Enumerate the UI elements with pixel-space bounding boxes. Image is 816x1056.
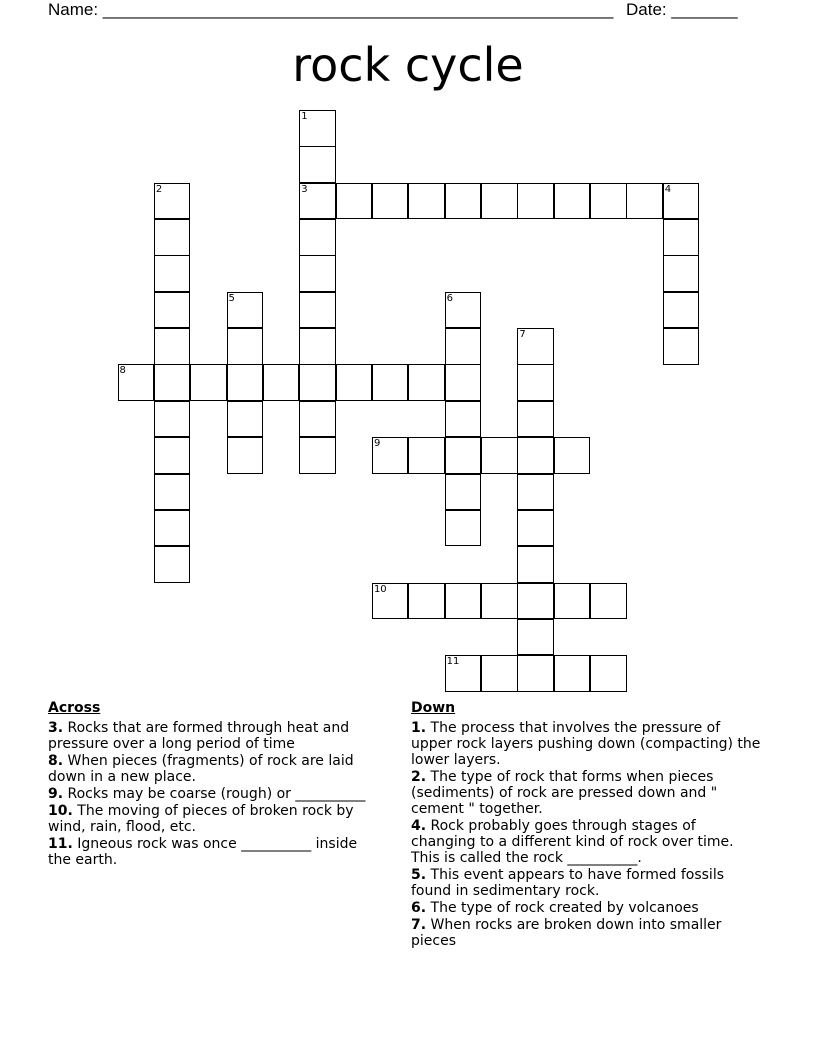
clue-number-label: 3 xyxy=(301,183,308,195)
grid-cell[interactable] xyxy=(154,328,191,365)
grid-cell[interactable] xyxy=(590,655,627,692)
grid-cell[interactable] xyxy=(154,401,191,438)
grid-cell[interactable] xyxy=(445,183,482,220)
clue-number: 2. xyxy=(411,769,427,785)
grid-cell[interactable] xyxy=(154,474,191,511)
clue-number: 5. xyxy=(411,867,427,883)
clue-text: Rock probably goes through stages of changing to a different kind of rock over time. This is called the rock __________. xyxy=(411,818,734,866)
grid-cell[interactable] xyxy=(372,183,409,220)
across-clue xyxy=(48,836,383,868)
grid-cell[interactable] xyxy=(663,183,700,220)
clue-number: 4. xyxy=(411,818,427,834)
across-heading: Across xyxy=(48,700,101,716)
grid-cell[interactable] xyxy=(445,328,482,365)
grid-cell[interactable] xyxy=(445,401,482,438)
grid-cell[interactable] xyxy=(481,183,518,220)
clue-number-label: 5 xyxy=(228,292,235,304)
grid-cell[interactable] xyxy=(299,437,336,474)
across-clue xyxy=(48,803,383,835)
grid-cell[interactable] xyxy=(227,364,264,401)
clue-text: The type of rock that forms when pieces (sediments) of rock are pressed down and " cement " together. xyxy=(411,769,718,817)
grid-cell[interactable] xyxy=(626,183,663,220)
grid-cell[interactable] xyxy=(481,655,518,692)
clue-number-label: 11 xyxy=(446,656,460,668)
grid-cell[interactable] xyxy=(517,655,554,692)
grid-cell[interactable] xyxy=(517,474,554,511)
grid-cell[interactable] xyxy=(663,328,700,365)
grid-cell[interactable] xyxy=(299,219,336,256)
down-clue xyxy=(411,720,761,768)
clue-number-label: 2 xyxy=(155,183,163,195)
clue-text: The type of rock created by volcanoes xyxy=(430,900,699,916)
grid-cell[interactable] xyxy=(517,328,554,365)
grid-cell[interactable] xyxy=(299,401,336,438)
grid-cell[interactable] xyxy=(554,583,591,620)
grid-cell[interactable] xyxy=(154,364,191,401)
grid-cell[interactable] xyxy=(517,510,554,547)
grid-cell[interactable] xyxy=(299,292,336,329)
grid-cell[interactable] xyxy=(154,437,191,474)
grid-cell[interactable] xyxy=(445,364,482,401)
clue-text: Rocks that are formed through heat and pressure over a long period of time xyxy=(48,720,350,752)
grid-cell[interactable] xyxy=(517,619,554,656)
down-clue xyxy=(411,917,761,949)
grid-cell[interactable] xyxy=(336,364,373,401)
grid-cell[interactable] xyxy=(154,510,191,547)
clue-text: The process that involves the pressure of upper rock layers pushing down (compacting) the lower layers. xyxy=(411,720,761,768)
grid-cell[interactable] xyxy=(299,364,336,401)
grid-cell[interactable] xyxy=(263,364,300,401)
grid-cell[interactable] xyxy=(554,183,591,220)
clue-number: 6. xyxy=(411,900,427,916)
clue-number-label: 6 xyxy=(446,292,454,304)
clue-text: When rocks are broken down into smaller pieces xyxy=(411,917,722,949)
grid-cell[interactable] xyxy=(481,437,518,474)
down-clue xyxy=(411,818,761,866)
grid-cell[interactable] xyxy=(481,583,518,620)
grid-cell[interactable] xyxy=(590,183,627,220)
grid-cell[interactable] xyxy=(445,583,482,620)
clue-text: Igneous rock was once __________ inside the earth. xyxy=(48,836,358,868)
across-clue xyxy=(48,786,383,802)
down-clues xyxy=(411,700,761,950)
grid-cell[interactable] xyxy=(408,583,445,620)
name-field-label: Name: ______________________________________________________ xyxy=(48,0,614,19)
grid-cell[interactable] xyxy=(227,328,264,365)
clue-text: When pieces (fragments) of rock are laid down in a new place. xyxy=(48,753,354,785)
grid-cell[interactable] xyxy=(663,292,700,329)
grid-cell[interactable] xyxy=(154,546,191,583)
puzzle-title: rock cycle xyxy=(292,38,524,92)
clue-number-label: 9 xyxy=(373,438,381,450)
grid-cell[interactable] xyxy=(554,655,591,692)
clue-number-label: 10 xyxy=(373,583,387,595)
clue-number-label: 4 xyxy=(664,183,672,195)
grid-cell[interactable] xyxy=(372,583,409,620)
grid-cell[interactable] xyxy=(154,219,191,256)
clue-number-label: 8 xyxy=(119,365,126,377)
grid-cell[interactable] xyxy=(663,255,700,292)
grid-cell[interactable] xyxy=(517,183,554,220)
grid-cell[interactable] xyxy=(445,655,482,692)
across-clues xyxy=(48,700,383,869)
grid-cell[interactable] xyxy=(517,364,554,401)
grid-cell[interactable] xyxy=(554,437,591,474)
clue-number: 1. xyxy=(411,720,427,736)
clue-number: 10. xyxy=(48,803,73,819)
clue-number: 7. xyxy=(411,917,427,933)
grid-cell[interactable] xyxy=(517,583,554,620)
clue-number-label: 7 xyxy=(519,329,526,341)
clue-number: 9. xyxy=(48,786,64,802)
grid-cell[interactable] xyxy=(590,583,627,620)
grid-cell[interactable] xyxy=(299,146,336,183)
clue-number: 11. xyxy=(48,836,73,852)
down-clue xyxy=(411,769,761,817)
clue-text: Rocks may be coarse (rough) or __________ xyxy=(67,786,366,802)
grid-cell[interactable] xyxy=(336,183,373,220)
grid-cell[interactable] xyxy=(517,546,554,583)
grid-cell[interactable] xyxy=(190,364,227,401)
grid-cell[interactable] xyxy=(372,437,409,474)
grid-cell[interactable] xyxy=(299,110,336,147)
grid-cell[interactable] xyxy=(299,255,336,292)
grid-cell[interactable] xyxy=(154,183,191,220)
grid-cell[interactable] xyxy=(118,364,155,401)
grid-cell[interactable] xyxy=(299,183,336,220)
down-heading: Down xyxy=(411,700,456,716)
clue-text: The moving of pieces of broken rock by wind, rain, flood, etc. xyxy=(48,803,354,835)
clue-number: 8. xyxy=(48,753,64,769)
grid-cell[interactable] xyxy=(445,474,482,511)
grid-cell[interactable] xyxy=(227,292,264,329)
grid-cell[interactable] xyxy=(408,437,445,474)
across-clue xyxy=(48,720,383,752)
grid-cell[interactable] xyxy=(445,437,482,474)
across-clue xyxy=(48,753,383,785)
grid-cell[interactable] xyxy=(408,183,445,220)
clue-text: This event appears to have formed fossils found in sedimentary rock. xyxy=(411,867,724,899)
grid-cell[interactable] xyxy=(299,328,336,365)
grid-cell[interactable] xyxy=(445,510,482,547)
grid-cell[interactable] xyxy=(663,219,700,256)
date-field-label: Date: _______ xyxy=(626,0,738,19)
grid-cell[interactable] xyxy=(517,437,554,474)
grid-cell[interactable] xyxy=(517,401,554,438)
grid-cell[interactable] xyxy=(154,292,191,329)
grid-cell[interactable] xyxy=(408,364,445,401)
grid-cell[interactable] xyxy=(372,364,409,401)
clue-number: 3. xyxy=(48,720,64,736)
down-clue xyxy=(411,900,761,916)
grid-cell[interactable] xyxy=(227,401,264,438)
down-clue xyxy=(411,867,761,899)
grid-cell[interactable] xyxy=(227,437,264,474)
grid-cell[interactable] xyxy=(154,255,191,292)
clue-number-label: 1 xyxy=(301,111,308,122)
grid-cell[interactable] xyxy=(445,292,482,329)
